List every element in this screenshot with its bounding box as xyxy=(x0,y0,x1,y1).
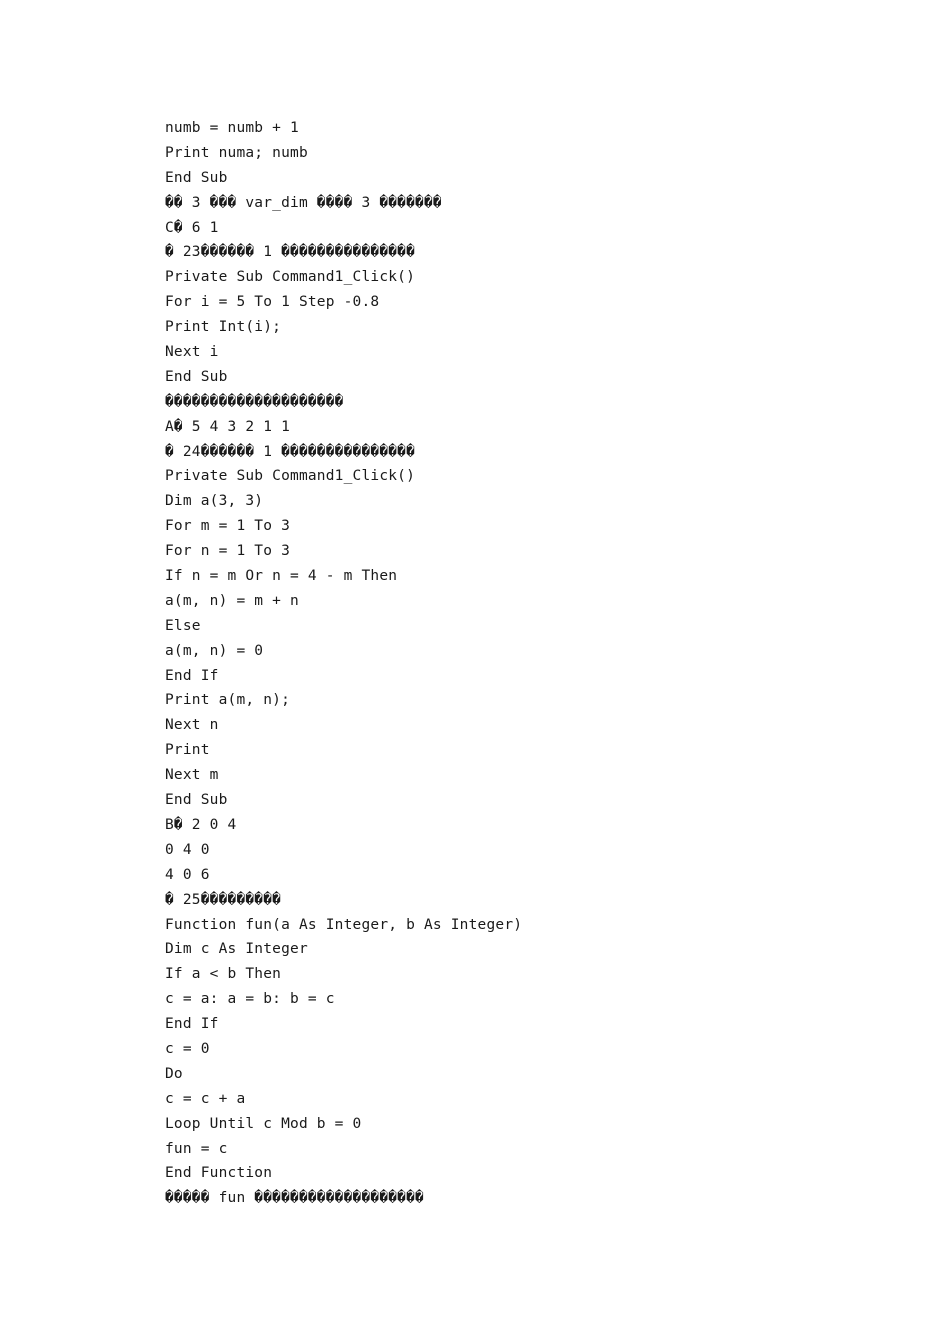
text-line: End Function xyxy=(165,1165,273,1182)
text-line: C� 6 1 xyxy=(165,219,219,236)
text-line: c = 0 xyxy=(165,1040,210,1057)
text-line: Private Sub Command1_Click() xyxy=(165,269,416,286)
text-line: Dim a(3, 3) xyxy=(165,493,264,510)
text-line: Print Int(i); xyxy=(165,319,282,336)
text-line: End If xyxy=(165,667,219,684)
text-line: numb = numb + 1 xyxy=(165,120,299,136)
text-line: a(m, n) = m + n xyxy=(165,592,299,609)
text-line: A� 5 4 3 2 1 1 xyxy=(165,418,291,435)
text-line: Else xyxy=(165,617,201,634)
text-line: Print numa; numb xyxy=(165,144,308,161)
text-line: For i = 5 To 1 Step -0.8 xyxy=(165,294,380,311)
document-body xyxy=(165,116,865,1211)
text-line: If n = m Or n = 4 - m Then xyxy=(165,568,398,585)
text-line: c = a: a = b: b = c xyxy=(165,991,335,1008)
text-line: � 25��������� xyxy=(165,891,282,908)
text-line: Dim c As Integer xyxy=(165,941,308,958)
text-line: c = c + a xyxy=(165,1090,246,1107)
text-line: Function fun(a As Integer, b As Integer) xyxy=(165,916,523,933)
text-line: B� 2 0 4 xyxy=(165,816,237,833)
text-line: Print a(m, n); xyxy=(165,692,291,709)
text-line: Loop Until c Mod b = 0 xyxy=(165,1115,362,1132)
text-line: Next m xyxy=(165,767,219,784)
text-line: End Sub xyxy=(165,368,228,385)
text-line: fun = c xyxy=(165,1140,228,1157)
text-line: For m = 1 To 3 xyxy=(165,518,291,535)
text-line: Do xyxy=(165,1065,183,1082)
text-line: �������������������� xyxy=(165,393,344,410)
text-line: 0 4 0 xyxy=(165,841,210,858)
text-line: ����� fun ������������������� xyxy=(165,1190,424,1207)
text-line: End Sub xyxy=(165,792,228,809)
text-line: For n = 1 To 3 xyxy=(165,543,291,560)
text-line: � 24������ 1 ��������������� xyxy=(165,443,416,460)
text-line: Private Sub Command1_Click() xyxy=(165,468,416,485)
text-line: 4 0 6 xyxy=(165,866,210,883)
text-line: �� 3 ��� var_dim ���� 3 ������� xyxy=(165,194,442,211)
text-line: If a < b Then xyxy=(165,966,282,983)
text-line: End Sub xyxy=(165,169,228,186)
text-line: Print xyxy=(165,742,210,759)
text-line: End If xyxy=(165,1016,219,1033)
text-line: a(m, n) = 0 xyxy=(165,642,264,659)
text-line: Next i xyxy=(165,344,219,361)
text-line: Next n xyxy=(165,717,219,734)
text-line: � 23������ 1 ��������������� xyxy=(165,244,416,261)
